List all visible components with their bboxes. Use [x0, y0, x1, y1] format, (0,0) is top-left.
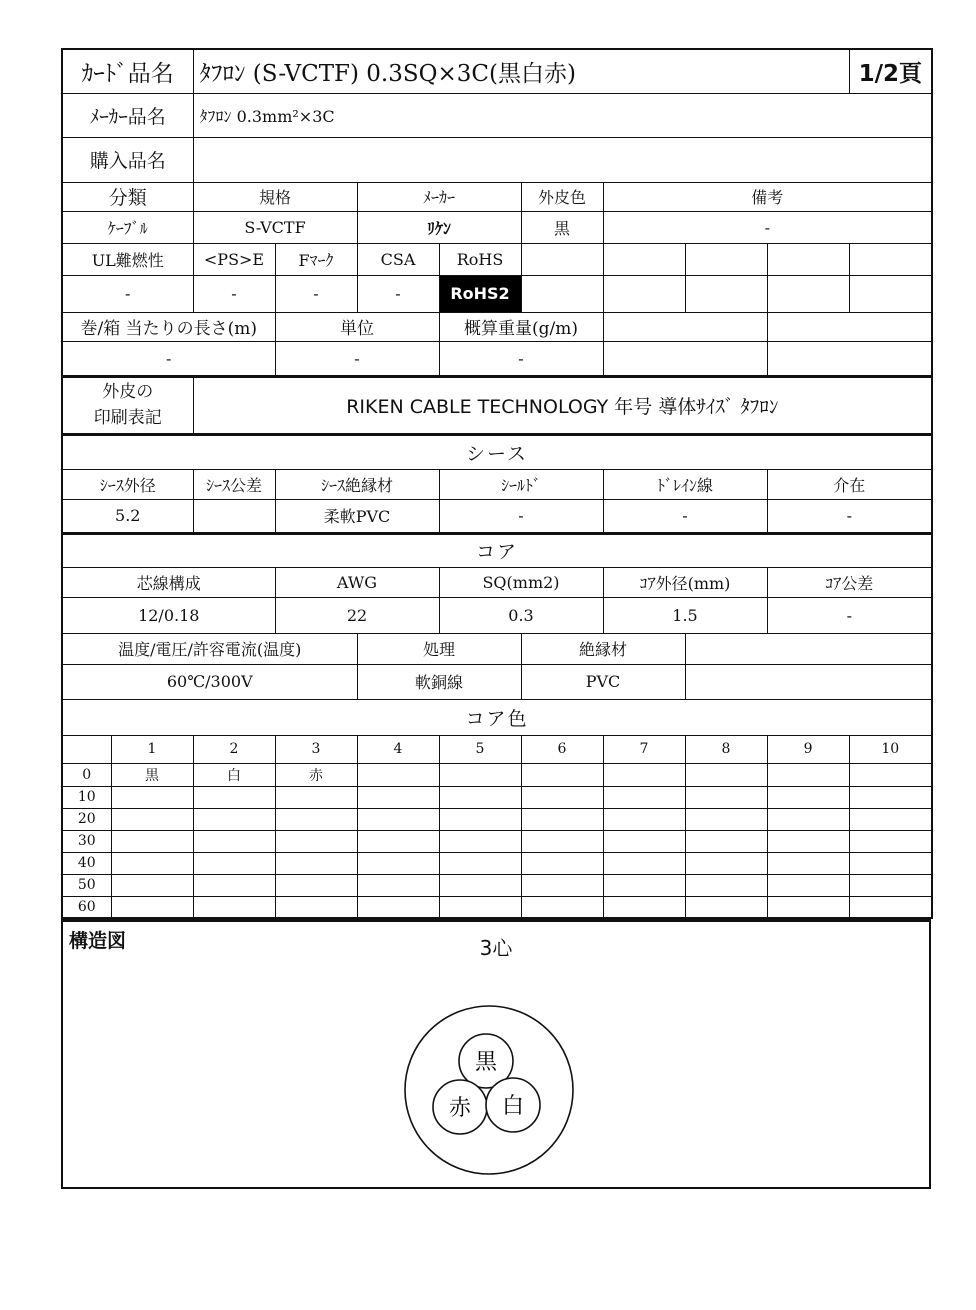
core-color-cell — [767, 874, 849, 896]
classification-value: ｹｰﾌﾞﾙ — [62, 211, 193, 243]
sheath-title: シース — [62, 434, 932, 469]
print-label — [62, 376, 193, 434]
core-color-cell — [439, 830, 521, 852]
core-color-cell — [193, 830, 275, 852]
sheath-tolerance-header: ｼｰｽ公差 — [193, 469, 275, 499]
csa-value: - — [357, 275, 439, 312]
spec-sheet — [61, 48, 931, 1189]
sq-header: SQ(mm2) — [439, 567, 603, 597]
core-color-cell — [275, 808, 357, 830]
sq-value: 0.3 — [439, 597, 603, 633]
unit-value: - — [275, 341, 439, 376]
core-color-cell — [603, 786, 685, 808]
strand-config-header: 芯線構成 — [62, 567, 275, 597]
core-color-column-header: 7 — [603, 735, 685, 763]
core-color-cell — [767, 852, 849, 874]
weight-header: 概算重量(g/m) — [439, 312, 603, 341]
core-color-cell — [275, 786, 357, 808]
core-color-cell — [439, 763, 521, 786]
purchase-name-label: 購入品名 — [62, 137, 193, 182]
sheath-circle — [405, 1006, 573, 1174]
core-color-cell — [603, 763, 685, 786]
sheath-od-header: ｼｰｽ外径 — [62, 469, 193, 499]
length-value: - — [62, 341, 275, 376]
sheath-insulation-value: 柔軟PVC — [275, 499, 439, 533]
core-color-cell — [275, 874, 357, 896]
core-color-cell — [111, 874, 193, 896]
card-name-label: ｶｰﾄﾞ品名 — [62, 49, 193, 93]
core-label-white: 白 — [501, 1094, 525, 1119]
core-color-row — [62, 786, 932, 808]
core-od-header: ｺｱ外径(mm) — [603, 567, 767, 597]
core-color-cell — [357, 874, 439, 896]
rating-value: 60℃/300V — [62, 664, 357, 699]
card-name-value: ﾀﾌﾛﾝ (S-VCTF) 0.3SQ×3C(黒白赤) — [193, 49, 849, 93]
drain-wire-header: ﾄﾞﾚｲﾝ線 — [603, 469, 767, 499]
core-color-cell — [849, 874, 932, 896]
remarks-header: 備考 — [603, 182, 932, 211]
core-color-column-header: 3 — [275, 735, 357, 763]
core-color-cell — [521, 852, 603, 874]
core-color-cell — [521, 874, 603, 896]
core-title: コア — [62, 533, 932, 567]
core-color-row-label: 40 — [62, 852, 111, 874]
core-color-cell — [767, 830, 849, 852]
core-color-cell — [603, 874, 685, 896]
core-color-row-label: 0 — [62, 763, 111, 786]
core-color-cell — [603, 852, 685, 874]
core-color-cell — [439, 786, 521, 808]
core-color-column-header: 9 — [767, 735, 849, 763]
filler-value: - — [767, 499, 932, 533]
pse-header: <PS>E — [193, 243, 275, 275]
awg-value: 22 — [275, 597, 439, 633]
pse-value: - — [193, 275, 275, 312]
print-label-line1: 外皮の — [102, 382, 154, 402]
maker-value: ﾘｹﾝ — [357, 211, 521, 243]
core-color-cell — [193, 808, 275, 830]
insulation-value: PVC — [521, 664, 685, 699]
f-mark-header: Fﾏｰｸ — [275, 243, 357, 275]
core-color-title: コア色 — [62, 699, 932, 735]
core-color-row — [62, 830, 932, 852]
structure-diagram-panel — [61, 919, 931, 1189]
core-color-cell — [767, 808, 849, 830]
core-tolerance-header: ｺｱ公差 — [767, 567, 932, 597]
core-color-row-label: 20 — [62, 808, 111, 830]
core-color-cell — [767, 786, 849, 808]
core-color-body — [62, 763, 932, 918]
core-color-cell — [275, 896, 357, 918]
sheath-color-header: 外皮色 — [521, 182, 603, 211]
core-color-cell — [685, 896, 767, 918]
core-color-cell — [849, 852, 932, 874]
core-color-cell — [111, 852, 193, 874]
core-color-cell — [849, 808, 932, 830]
core-count: 3心 — [479, 936, 513, 960]
core-color-cell — [521, 763, 603, 786]
core-color-cell — [357, 830, 439, 852]
core-color-cell — [849, 763, 932, 786]
core-color-cell — [685, 830, 767, 852]
core-color-cell — [685, 852, 767, 874]
core-color-column-header: 6 — [521, 735, 603, 763]
page-number: 1/2頁 — [849, 49, 932, 93]
core-label-red: 赤 — [448, 1096, 472, 1121]
treatment-value: 軟銅線 — [357, 664, 521, 699]
core-color-cell — [521, 808, 603, 830]
core-color-cell — [439, 808, 521, 830]
core-color-column-header: 2 — [193, 735, 275, 763]
core-color-row — [62, 763, 932, 786]
core-color-column-header: 8 — [685, 735, 767, 763]
core-color-cell — [193, 874, 275, 896]
rohs-header: RoHS — [439, 243, 521, 275]
shield-value: - — [439, 499, 603, 533]
f-mark-value: - — [275, 275, 357, 312]
core-color-row — [62, 852, 932, 874]
spec-table — [61, 48, 933, 919]
core-color-cell — [521, 830, 603, 852]
core-label-black: 黒 — [474, 1050, 498, 1075]
core-color-cell — [275, 830, 357, 852]
core-color-cell: 赤 — [275, 763, 357, 786]
rohs-badge: RoHS2 — [439, 275, 521, 312]
core-color-column-header: 4 — [357, 735, 439, 763]
core-color-cell — [603, 808, 685, 830]
core-color-cell — [521, 786, 603, 808]
core-color-cell — [849, 830, 932, 852]
rating-header: 温度/電圧/許容電流(温度) — [62, 633, 357, 664]
core-color-row — [62, 808, 932, 830]
print-value: RIKEN CABLE TECHNOLOGY 年号 導体ｻｲｽﾞ ﾀﾌﾛﾝ — [193, 376, 932, 434]
core-color-column-header: 1 — [111, 735, 193, 763]
csa-header: CSA — [357, 243, 439, 275]
core-color-cell — [603, 830, 685, 852]
sheath-tolerance-value — [193, 499, 275, 533]
core-tolerance-value: - — [767, 597, 932, 633]
core-color-cell — [357, 852, 439, 874]
core-color-row — [62, 896, 932, 918]
core-color-column-header: 10 — [849, 735, 932, 763]
sheath-color-value: 黒 — [521, 211, 603, 243]
filler-header: 介在 — [767, 469, 932, 499]
treatment-header: 処理 — [357, 633, 521, 664]
core-color-cell — [685, 874, 767, 896]
classification-header: 分類 — [62, 182, 193, 211]
core-color-cell — [603, 896, 685, 918]
core-color-row — [62, 874, 932, 896]
ul-header: UL難燃性 — [62, 243, 193, 275]
core-color-cell: 黒 — [111, 763, 193, 786]
awg-header: AWG — [275, 567, 439, 597]
core-color-cell — [193, 786, 275, 808]
core-color-cell — [111, 896, 193, 918]
ul-value: - — [62, 275, 193, 312]
remarks-value: - — [603, 211, 932, 243]
core-color-column-header: 5 — [439, 735, 521, 763]
core-color-cell — [685, 786, 767, 808]
core-color-cell — [275, 852, 357, 874]
core-color-cell — [685, 763, 767, 786]
shield-header: ｼｰﾙﾄﾞ — [439, 469, 603, 499]
core-color-cell — [439, 852, 521, 874]
core-color-cell — [357, 763, 439, 786]
maker-name-label: ﾒｰｶｰ品名 — [62, 93, 193, 137]
core-color-cell — [111, 830, 193, 852]
purchase-name-value — [193, 137, 932, 182]
core-color-cell — [439, 874, 521, 896]
core-color-row-label: 10 — [62, 786, 111, 808]
core-color-cell — [767, 763, 849, 786]
cable-cross-section — [399, 1000, 579, 1180]
core-color-cell — [357, 896, 439, 918]
core-color-cell — [521, 896, 603, 918]
core-color-cell — [767, 896, 849, 918]
structure-title: 構造図 — [69, 930, 127, 952]
core-color-cell — [357, 786, 439, 808]
standard-header: 規格 — [193, 182, 357, 211]
core-color-header-row — [62, 735, 932, 763]
core-color-cell — [111, 786, 193, 808]
core-color-row-label: 60 — [62, 896, 111, 918]
core-color-cell — [849, 896, 932, 918]
length-header: 巻/箱 当たりの長さ(m) — [62, 312, 275, 341]
core-color-cell — [685, 808, 767, 830]
sheath-insulation-header: ｼｰｽ絶縁材 — [275, 469, 439, 499]
weight-value: - — [439, 341, 603, 376]
insulation-header: 絶縁材 — [521, 633, 685, 664]
maker-header: ﾒｰｶｰ — [357, 182, 521, 211]
maker-name-value: ﾀﾌﾛﾝ 0.3mm²×3C — [193, 93, 932, 137]
core-color-row-label: 50 — [62, 874, 111, 896]
core-color-cell — [193, 896, 275, 918]
standard-value: S-VCTF — [193, 211, 357, 243]
drain-wire-value: - — [603, 499, 767, 533]
core-color-cell — [439, 896, 521, 918]
core-color-row-label: 30 — [62, 830, 111, 852]
core-color-cell — [849, 786, 932, 808]
strand-config-value: 12/0.18 — [62, 597, 275, 633]
core-color-cell — [357, 808, 439, 830]
print-label-line2: 印刷表記 — [93, 408, 162, 428]
unit-header: 単位 — [275, 312, 439, 341]
core-color-cell — [111, 808, 193, 830]
sheath-od-value: 5.2 — [62, 499, 193, 533]
core-color-cell: 白 — [193, 763, 275, 786]
core-od-value: 1.5 — [603, 597, 767, 633]
core-color-cell — [193, 852, 275, 874]
